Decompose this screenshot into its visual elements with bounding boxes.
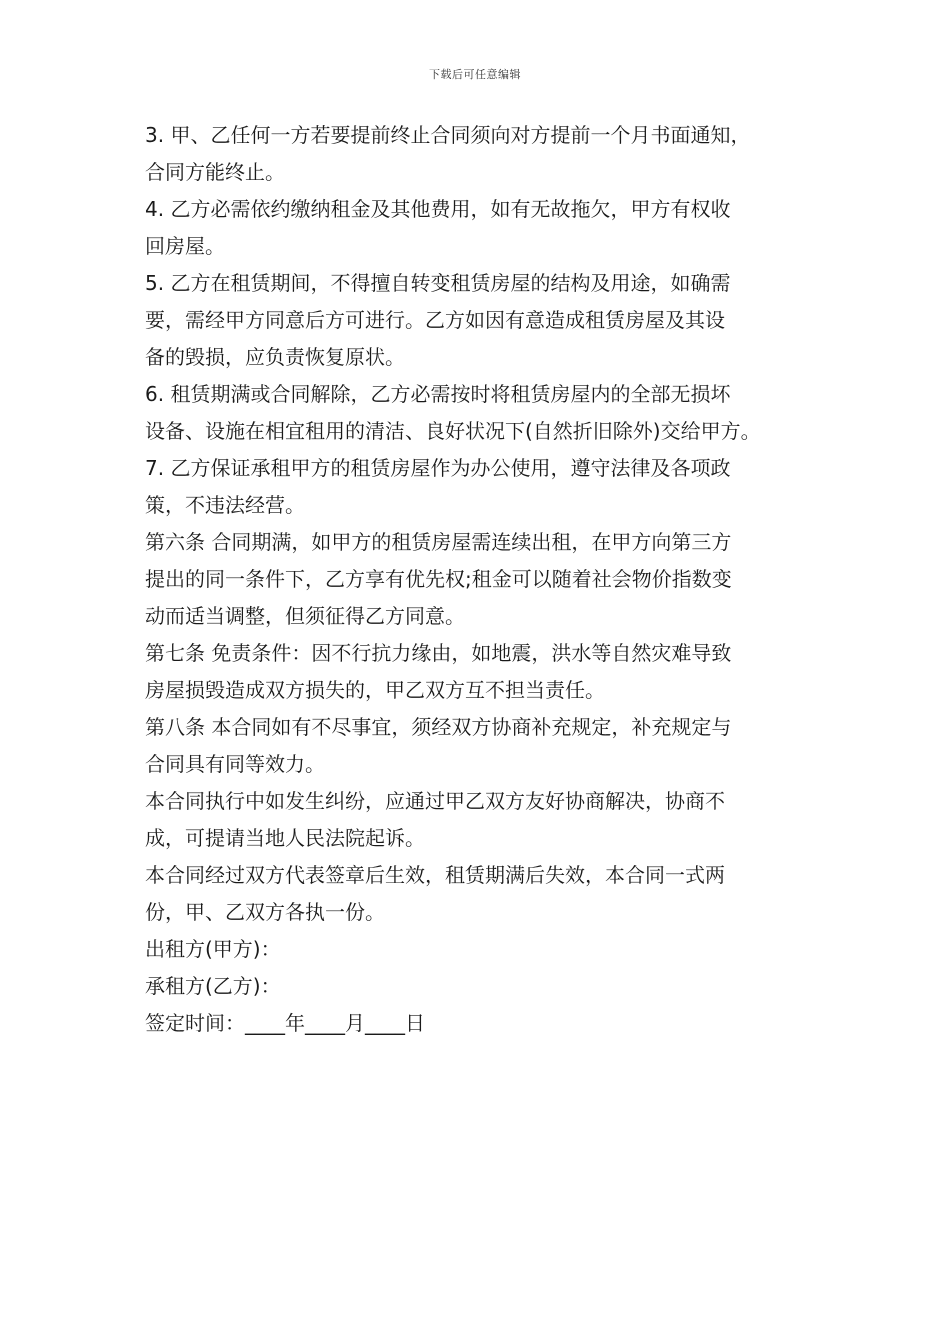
text-line: 合同具有同等效力。	[145, 752, 325, 776]
text-line: 本合同执行中如发生纠纷，应通过甲乙双方友好协商解决，协商不	[145, 789, 725, 813]
text-line: 第六条 合同期满，如甲方的租赁房屋需连续出租，在甲方向第三方	[145, 530, 732, 554]
text-line: 房屋损毁造成双方损失的，甲乙双方互不担当责任。	[145, 678, 605, 702]
header-note: 下载后可任意编辑	[429, 68, 521, 81]
text-line: 份，甲、乙双方各执一份。	[145, 900, 385, 924]
signing-date-line: 签定时间：____年____月____日	[145, 1011, 425, 1035]
text-line: 第七条 免责条件：因不行抗力缘由，如地震，洪水等自然灾难导致	[145, 641, 732, 665]
text-line: 4. 乙方必需依约缴纳租金及其他费用，如有无故拖欠，甲方有权收	[145, 197, 731, 221]
text-line: 本合同经过双方代表签章后生效，租赁期满后失效，本合同一式两	[145, 863, 725, 887]
text-line: 提出的同一条件下，乙方享有优先权;租金可以随着社会物价指数变	[145, 567, 732, 591]
text-line: 回房屋。	[145, 234, 225, 258]
text-line: 7. 乙方保证承租甲方的租赁房屋作为办公使用，遵守法律及各项政	[145, 456, 731, 480]
text-line: 5. 乙方在租赁期间，不得擅自转变租赁房屋的结构及用途，如确需	[145, 271, 731, 295]
text-line: 成，可提请当地人民法院起诉。	[145, 826, 425, 850]
text-line: 3. 甲、乙任何一方若要提前终止合同须向对方提前一个月书面通知，	[145, 123, 751, 147]
text-line: 备的毁损，应负责恢复原状。	[145, 345, 405, 369]
text-line: 要，需经甲方同意后方可进行。乙方如因有意造成租赁房屋及其设	[145, 308, 725, 332]
text-line: 策，不违法经营。	[145, 493, 305, 517]
text-line: 合同方能终止。	[145, 160, 285, 184]
text-line: 设备、设施在相宜租用的清洁、良好状况下(自然折旧除外)交给甲方。	[145, 419, 761, 443]
text-line: 第八条 本合同如有不尽事宜，须经双方协商补充规定，补充规定与	[145, 715, 732, 739]
lessee-signature-line: 承租方(乙方)：	[145, 974, 281, 998]
contract-body	[145, 117, 825, 1042]
text-line: 6. 租赁期满或合同解除，乙方必需按时将租赁房屋内的全部无损坏	[145, 382, 731, 406]
text-line: 动而适当调整，但须征得乙方同意。	[145, 604, 465, 628]
lessor-signature-line: 出租方(甲方)：	[145, 937, 281, 961]
